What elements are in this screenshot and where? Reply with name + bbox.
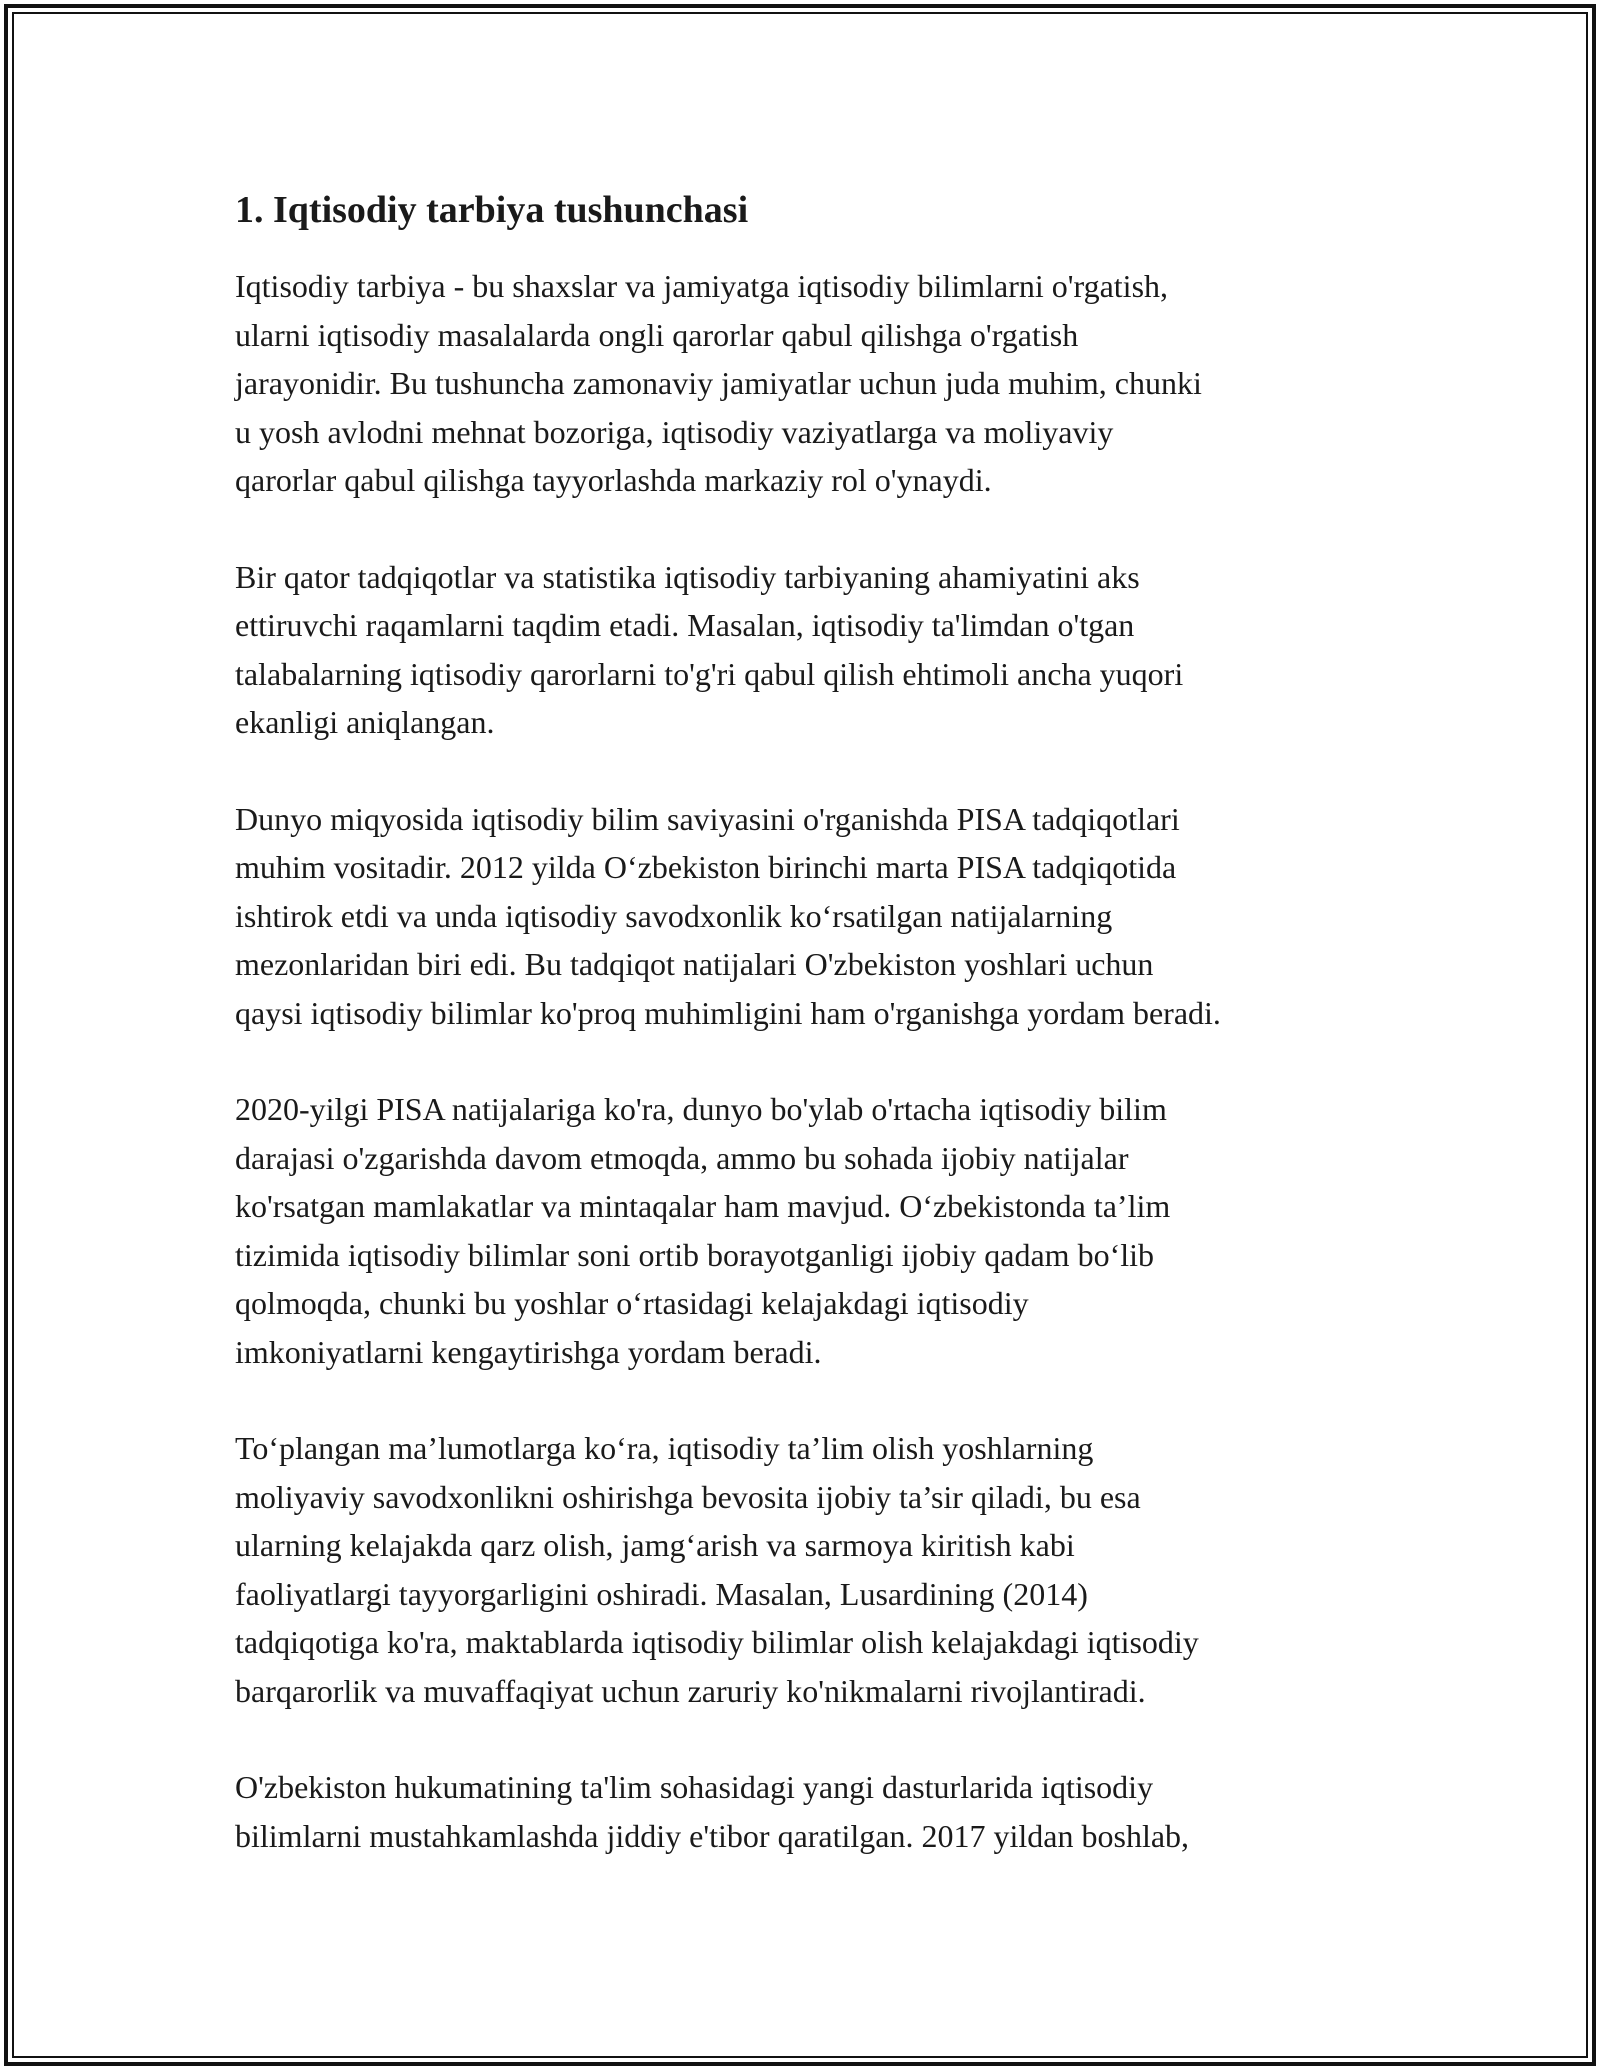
text-line: u yosh avlodni mehnat bozoriga, iqtisodiy vaziyatlarga va moliyaviy <box>235 413 1114 450</box>
paragraph-1 <box>235 262 1385 505</box>
paragraph-4 <box>235 1085 1385 1376</box>
text-line: imkoniyatlarni kengaytirishga yordam beradi. <box>235 1333 822 1370</box>
text-line: ko'rsatgan mamlakatlar va mintaqalar ham mavjud. O‘zbekistonda ta’lim <box>235 1188 1171 1224</box>
text-line: tadqiqotiga ko'ra, maktablarda iqtisodiy bilimlar olish kelajakdagi iqtisodiy <box>235 1624 1199 1660</box>
text-line: tizimida iqtisodiy bilimlar soni ortib borayotganligi ijobiy qadam bo‘lib <box>235 1236 1154 1273</box>
text-line: faoliyatlargi tayyorgarligini oshiradi. Masalan, Lusardining (2014) <box>235 1575 1088 1612</box>
text-line: ettiruvchi raqamlarni taqdim etadi. Masalan, iqtisodiy ta'limdan o'tgan <box>235 607 1135 643</box>
paragraph-6 <box>235 1763 1385 1860</box>
text-line: Iqtisodiy tarbiya - bu shaxslar va jamiyatga iqtisodiy bilimlarni o'rgatish, <box>235 268 1169 304</box>
text-line: talabalarning iqtisodiy qarorlarni to'g'ri qabul qilish ehtimoli ancha yuqori <box>235 655 1184 692</box>
paragraph-2 <box>235 553 1385 747</box>
text-line: Bir qator tadqiqotlar va statistika iqtisodiy tarbiyaning ahamiyatini aks <box>235 558 1140 595</box>
paragraph-5 <box>235 1424 1385 1715</box>
text-line: barqarorlik va muvaffaqiyat uchun zaruriy ko'nikmalarni rivojlantiradi. <box>235 1672 1146 1709</box>
text-line: bilimlarni mustahkamlashda jiddiy e'tibor qaratilgan. 2017 yildan boshlab, <box>235 1817 1190 1854</box>
text-line: mezonlaridan biri edi. Bu tadqiqot natijalari O'zbekiston yoshlari uchun <box>235 946 1154 982</box>
text-line: ishtirok etdi va unda iqtisodiy savodxonlik ko‘rsatilgan natijalarning <box>235 897 1113 934</box>
text-line: qolmoqda, chunki bu yoshlar o‘rtasidagi kelajakdagi iqtisodiy <box>235 1285 1029 1321</box>
text-line: O'zbekiston hukumatining ta'lim sohasidagi yangi dasturlarida iqtisodiy <box>235 1769 1154 1805</box>
text-line: qarorlar qabul qilishga tayyorlashda markaziy rol o'ynaydi. <box>235 462 992 498</box>
text-line: muhim vositadir. 2012 yilda O‘zbekiston birinchi marta PISA tadqiqotida <box>235 849 1177 885</box>
text-line: 2020-yilgi PISA natijalariga ko'ra, dunyo bo'ylab o'rtacha iqtisodiy bilim <box>235 1091 1167 1127</box>
paragraph-3 <box>235 795 1385 1038</box>
text-line: ekanligi aniqlangan. <box>235 704 495 740</box>
text-line: qaysi iqtisodiy bilimlar ko'proq muhimligini ham o'rganishga yordam beradi. <box>235 994 1221 1031</box>
text-line: To‘plangan ma’lumotlarga ko‘ra, iqtisodiy ta’lim olish yoshlarning <box>235 1430 1094 1466</box>
text-line: ularni iqtisodiy masalalarda ongli qarorlar qabul qilishga o'rgatish <box>235 316 1079 353</box>
text-line: Dunyo miqyosida iqtisodiy bilim saviyasini o'rganishda PISA tadqiqotlari <box>235 800 1180 837</box>
text-line: jarayonidir. Bu tushuncha zamonaviy jamiyatlar uchun juda muhim, chunki <box>235 365 1202 401</box>
section-heading: 1. Iqtisodiy tarbiya tushunchasi <box>235 189 749 231</box>
document-body <box>235 180 1385 1908</box>
text-line: darajasi o'zgarishda davom etmoqda, ammo bu sohada ijobiy natijalar <box>235 1139 1129 1176</box>
text-line: ularning kelajakda qarz olish, jamg‘arish va sarmoya kiritish kabi <box>235 1527 1075 1563</box>
text-line: moliyaviy savodxonlikni oshirishga bevosita ijobiy ta’sir qiladi, bu esa <box>235 1478 1141 1515</box>
